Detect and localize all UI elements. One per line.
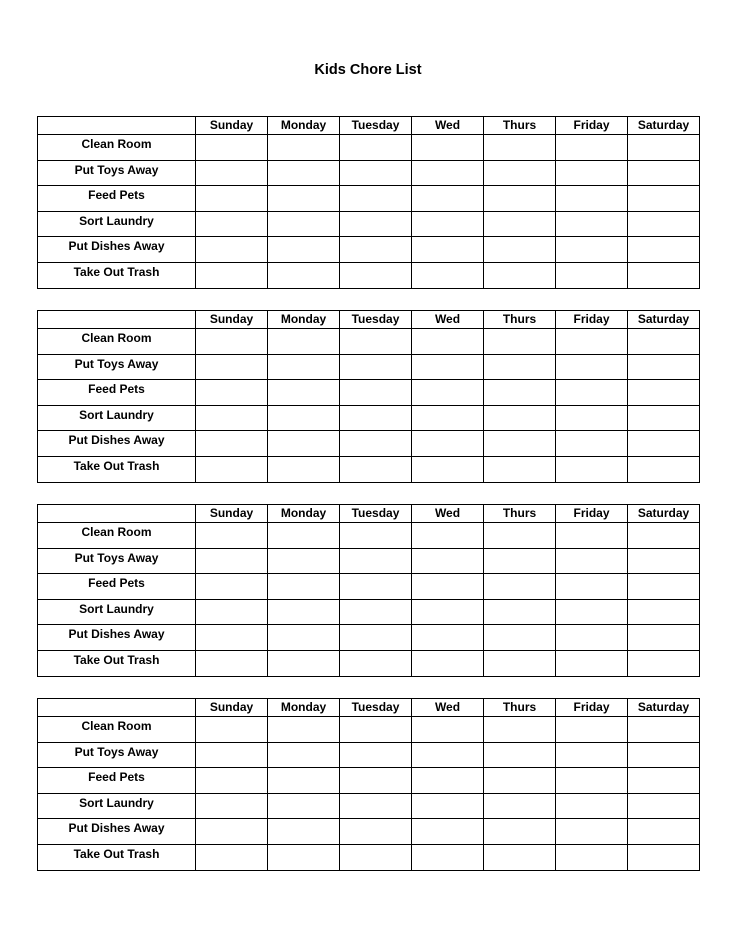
check-cell[interactable] [412,135,484,161]
chore-label: Put Dishes Away [38,237,196,263]
check-cell[interactable] [340,237,412,263]
check-cell[interactable] [340,819,412,845]
chore-label: Take Out Trash [38,650,196,676]
check-cell[interactable] [340,262,412,288]
check-cell[interactable] [268,768,340,794]
check-cell[interactable] [556,650,628,676]
chore-label: Feed Pets [38,574,196,600]
chore-label: Put Toys Away [38,160,196,186]
check-cell[interactable] [340,354,412,380]
day-header: Wed [412,505,484,523]
table-row [38,742,700,768]
check-cell[interactable] [340,548,412,574]
check-cell[interactable] [340,768,412,794]
check-cell[interactable] [556,819,628,845]
day-header: Saturday [628,311,700,329]
check-cell[interactable] [196,380,268,406]
header-row [38,505,700,523]
day-header: Thurs [484,117,556,135]
check-cell[interactable] [412,329,484,355]
check-cell[interactable] [196,819,268,845]
check-cell[interactable] [268,135,340,161]
check-cell[interactable] [628,135,700,161]
table-row [38,599,700,625]
check-cell[interactable] [196,599,268,625]
check-cell[interactable] [340,405,412,431]
page-title: Kids Chore List [314,62,422,78]
check-cell[interactable] [556,625,628,651]
check-cell[interactable] [196,742,268,768]
day-header: Saturday [628,699,700,717]
check-cell[interactable] [628,523,700,549]
check-cell[interactable] [412,405,484,431]
chore-label: Take Out Trash [38,844,196,870]
table-row [38,844,700,870]
chore-label: Put Toys Away [38,548,196,574]
day-header: Tuesday [340,699,412,717]
check-cell[interactable] [484,160,556,186]
check-cell[interactable] [340,456,412,482]
check-cell[interactable] [268,186,340,212]
check-cell[interactable] [556,768,628,794]
table-row [38,793,700,819]
check-cell[interactable] [556,599,628,625]
chore-label: Put Toys Away [38,354,196,380]
check-cell[interactable] [484,380,556,406]
check-cell[interactable] [340,625,412,651]
check-cell[interactable] [196,768,268,794]
table-row [38,650,700,676]
check-cell[interactable] [196,548,268,574]
chore-label: Clean Room [38,135,196,161]
check-cell[interactable] [484,574,556,600]
check-cell[interactable] [556,793,628,819]
check-cell[interactable] [268,329,340,355]
check-cell[interactable] [268,456,340,482]
day-header: Monday [268,699,340,717]
check-cell[interactable] [268,405,340,431]
check-cell[interactable] [268,844,340,870]
day-header: Thurs [484,699,556,717]
check-cell[interactable] [484,186,556,212]
chore-label: Feed Pets [38,186,196,212]
check-cell[interactable] [628,717,700,743]
check-cell[interactable] [628,160,700,186]
check-cell[interactable] [412,650,484,676]
check-cell[interactable] [412,380,484,406]
table-row [38,135,700,161]
check-cell[interactable] [196,237,268,263]
check-cell[interactable] [268,354,340,380]
check-cell[interactable] [556,456,628,482]
check-cell[interactable] [196,431,268,457]
day-header: Sunday [196,505,268,523]
check-cell[interactable] [268,742,340,768]
check-cell[interactable] [628,262,700,288]
check-cell[interactable] [340,211,412,237]
check-cell[interactable] [268,574,340,600]
table-row [38,431,700,457]
chore-label: Sort Laundry [38,405,196,431]
check-cell[interactable] [484,844,556,870]
check-cell[interactable] [412,431,484,457]
check-cell[interactable] [628,819,700,845]
day-header: Tuesday [340,117,412,135]
check-cell[interactable] [268,211,340,237]
chore-table [37,310,700,483]
check-cell[interactable] [556,431,628,457]
corner-cell [38,117,196,135]
day-header: Sunday [196,311,268,329]
chore-label: Take Out Trash [38,456,196,482]
check-cell[interactable] [196,793,268,819]
check-cell[interactable] [628,329,700,355]
check-cell[interactable] [484,405,556,431]
check-cell[interactable] [412,211,484,237]
check-cell[interactable] [196,523,268,549]
day-header: Wed [412,117,484,135]
check-cell[interactable] [556,717,628,743]
table-row [38,456,700,482]
check-cell[interactable] [628,211,700,237]
table-row [38,405,700,431]
day-header: Saturday [628,505,700,523]
check-cell[interactable] [268,599,340,625]
chore-label: Sort Laundry [38,599,196,625]
check-cell[interactable] [340,844,412,870]
check-cell[interactable] [628,768,700,794]
check-cell[interactable] [628,742,700,768]
check-cell[interactable] [412,262,484,288]
day-header: Friday [556,699,628,717]
table-row [38,211,700,237]
chore-label: Sort Laundry [38,211,196,237]
check-cell[interactable] [340,574,412,600]
chore-label: Feed Pets [38,768,196,794]
check-cell[interactable] [556,160,628,186]
check-cell[interactable] [484,625,556,651]
check-cell[interactable] [196,625,268,651]
table-row [38,625,700,651]
header-row [38,311,700,329]
check-cell[interactable] [484,211,556,237]
check-cell[interactable] [268,548,340,574]
check-cell[interactable] [196,211,268,237]
check-cell[interactable] [412,793,484,819]
check-cell[interactable] [556,186,628,212]
chore-label: Put Dishes Away [38,625,196,651]
table-row [38,574,700,600]
check-cell[interactable] [412,599,484,625]
check-cell[interactable] [556,354,628,380]
check-cell[interactable] [628,456,700,482]
check-cell[interactable] [556,380,628,406]
check-cell[interactable] [628,237,700,263]
table-row [38,717,700,743]
check-cell[interactable] [196,405,268,431]
day-header: Friday [556,505,628,523]
check-cell[interactable] [556,405,628,431]
check-cell[interactable] [484,523,556,549]
check-cell[interactable] [484,819,556,845]
check-cell[interactable] [628,793,700,819]
check-cell[interactable] [268,160,340,186]
check-cell[interactable] [196,186,268,212]
check-cell[interactable] [268,793,340,819]
check-cell[interactable] [484,135,556,161]
check-cell[interactable] [484,262,556,288]
check-cell[interactable] [268,717,340,743]
check-cell[interactable] [484,237,556,263]
check-cell[interactable] [196,844,268,870]
check-cell[interactable] [340,186,412,212]
check-cell[interactable] [628,574,700,600]
check-cell[interactable] [628,548,700,574]
check-cell[interactable] [628,431,700,457]
table-row [38,186,700,212]
table-row [38,160,700,186]
table-row [38,523,700,549]
table-row [38,354,700,380]
check-cell[interactable] [340,523,412,549]
check-cell[interactable] [484,548,556,574]
check-cell[interactable] [556,523,628,549]
check-cell[interactable] [628,354,700,380]
check-cell[interactable] [628,844,700,870]
day-header: Sunday [196,699,268,717]
check-cell[interactable] [412,742,484,768]
check-cell[interactable] [268,625,340,651]
check-cell[interactable] [412,844,484,870]
check-cell[interactable] [196,135,268,161]
check-cell[interactable] [556,844,628,870]
check-cell[interactable] [196,717,268,743]
day-header: Wed [412,311,484,329]
check-cell[interactable] [340,742,412,768]
check-cell[interactable] [412,160,484,186]
day-header: Tuesday [340,505,412,523]
check-cell[interactable] [340,329,412,355]
day-header: Monday [268,505,340,523]
chore-label: Take Out Trash [38,262,196,288]
day-header: Thurs [484,505,556,523]
check-cell[interactable] [196,160,268,186]
table-row [38,329,700,355]
check-cell[interactable] [556,329,628,355]
check-cell[interactable] [412,819,484,845]
day-header: Friday [556,117,628,135]
day-header: Tuesday [340,311,412,329]
day-header: Monday [268,311,340,329]
check-cell[interactable] [340,380,412,406]
check-cell[interactable] [484,768,556,794]
check-cell[interactable] [484,793,556,819]
check-cell[interactable] [196,650,268,676]
check-cell[interactable] [484,599,556,625]
chore-label: Sort Laundry [38,793,196,819]
check-cell[interactable] [412,548,484,574]
check-cell[interactable] [412,456,484,482]
check-cell[interactable] [412,186,484,212]
check-cell[interactable] [628,650,700,676]
table-row [38,237,700,263]
check-cell[interactable] [340,599,412,625]
check-cell[interactable] [268,523,340,549]
check-cell[interactable] [556,574,628,600]
check-cell[interactable] [412,354,484,380]
check-cell[interactable] [556,211,628,237]
day-header: Saturday [628,117,700,135]
table-row [38,768,700,794]
header-row [38,699,700,717]
corner-cell [38,505,196,523]
check-cell[interactable] [340,717,412,743]
check-cell[interactable] [628,405,700,431]
chore-table [37,116,700,289]
table-row [38,548,700,574]
check-cell[interactable] [412,523,484,549]
check-cell[interactable] [556,548,628,574]
check-cell[interactable] [556,135,628,161]
check-cell[interactable] [340,650,412,676]
check-cell[interactable] [484,431,556,457]
check-cell[interactable] [196,262,268,288]
check-cell[interactable] [340,160,412,186]
check-cell[interactable] [196,329,268,355]
check-cell[interactable] [340,431,412,457]
check-cell[interactable] [412,768,484,794]
check-cell[interactable] [556,742,628,768]
day-header: Friday [556,311,628,329]
chore-label: Feed Pets [38,380,196,406]
check-cell[interactable] [196,574,268,600]
check-cell[interactable] [268,431,340,457]
check-cell[interactable] [268,262,340,288]
check-cell[interactable] [412,237,484,263]
check-cell[interactable] [340,793,412,819]
check-cell[interactable] [484,742,556,768]
chore-label: Clean Room [38,523,196,549]
table-row [38,380,700,406]
table-row [38,819,700,845]
day-header: Monday [268,117,340,135]
chore-label: Put Dishes Away [38,819,196,845]
corner-cell [38,699,196,717]
check-cell[interactable] [628,599,700,625]
check-cell[interactable] [484,329,556,355]
chore-label: Clean Room [38,329,196,355]
chore-label: Put Dishes Away [38,431,196,457]
check-cell[interactable] [340,135,412,161]
check-cell[interactable] [412,625,484,651]
chore-table [37,504,700,677]
check-cell[interactable] [484,650,556,676]
check-cell[interactable] [556,262,628,288]
check-cell[interactable] [196,354,268,380]
check-cell[interactable] [196,456,268,482]
check-cell[interactable] [412,717,484,743]
check-cell[interactable] [268,237,340,263]
corner-cell [38,311,196,329]
check-cell[interactable] [556,237,628,263]
day-header: Sunday [196,117,268,135]
check-cell[interactable] [484,717,556,743]
chore-label: Put Toys Away [38,742,196,768]
check-cell[interactable] [628,625,700,651]
check-cell[interactable] [628,186,700,212]
check-cell[interactable] [268,380,340,406]
check-cell[interactable] [484,354,556,380]
header-row [38,117,700,135]
check-cell[interactable] [412,574,484,600]
day-header: Wed [412,699,484,717]
check-cell[interactable] [268,650,340,676]
table-row [38,262,700,288]
chore-table [37,698,700,871]
check-cell[interactable] [268,819,340,845]
chore-label: Clean Room [38,717,196,743]
check-cell[interactable] [628,380,700,406]
check-cell[interactable] [484,456,556,482]
day-header: Thurs [484,311,556,329]
